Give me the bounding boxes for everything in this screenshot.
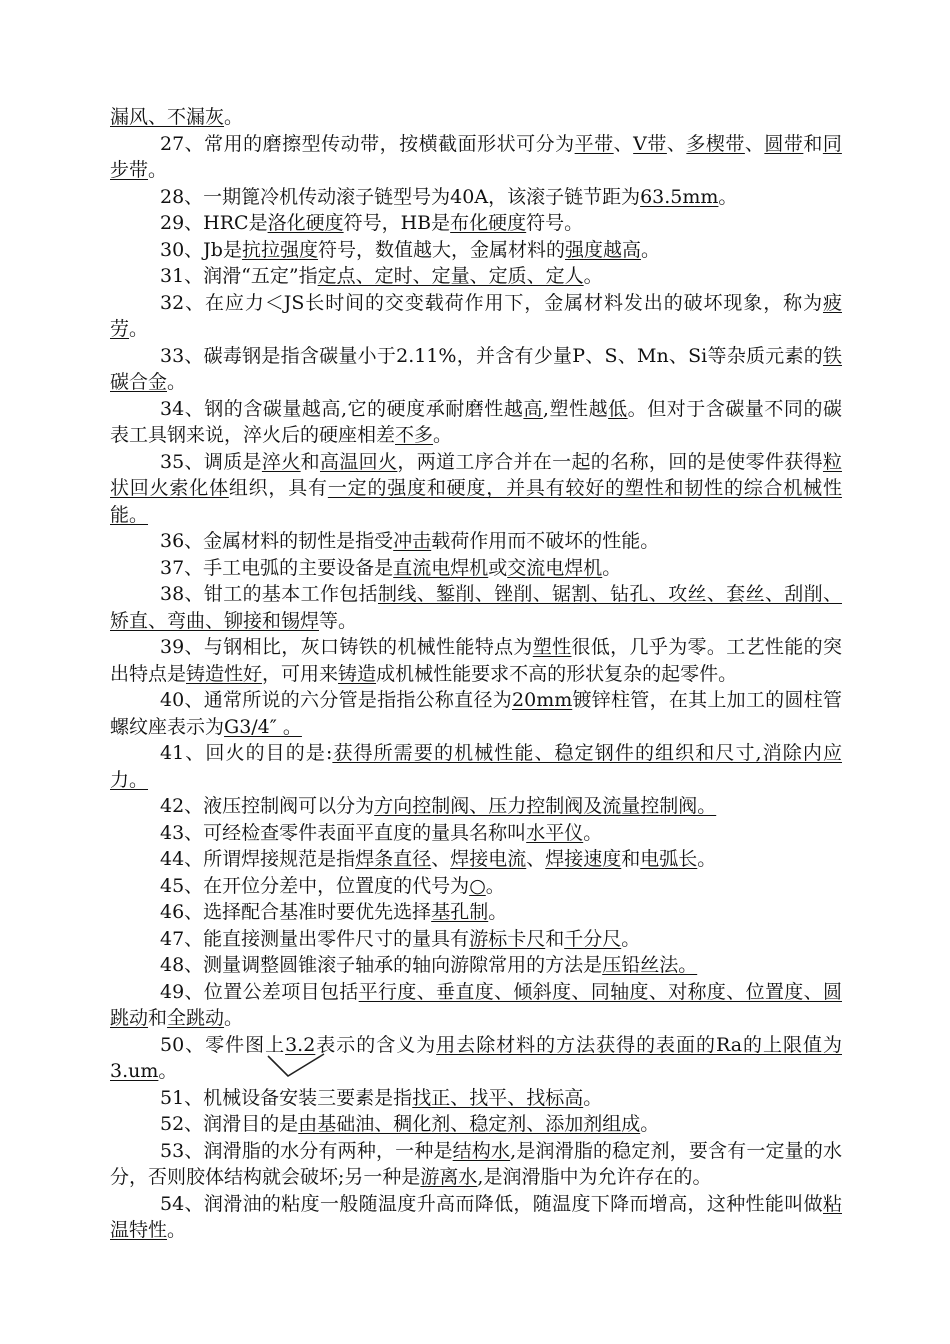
question-text: 。 [148, 159, 168, 181]
question-40 [110, 687, 842, 740]
answer-text: 方向控制阀、压力控制阀及流量控制阀。 [374, 795, 717, 817]
question-35 [110, 449, 842, 529]
question-42 [110, 793, 842, 820]
question-31 [110, 263, 842, 290]
answer-text: 用去除材料的方法获得的表面的Ra的上限值为3.um [110, 1033, 842, 1082]
answer-text: 结构水 [452, 1139, 511, 1162]
question-41 [110, 740, 842, 793]
answer-text: 铸造性好 [186, 662, 263, 685]
answer-text: 漏风、不漏灰 [110, 106, 225, 128]
question-50 [110, 1032, 842, 1085]
answer-text: 压铅丝法。 [602, 954, 698, 976]
question-text: 和 [148, 1007, 168, 1029]
question-text: 54、润滑油的粘度一般随温度升高而降低，随温度下降而增高，这种性能叫做 [160, 1192, 823, 1215]
answer-text: 冲击 [393, 530, 432, 552]
question-text: 和 [545, 927, 565, 950]
question-text: 48、测量调整圆锥滚子轴承的轴向游隙常用的方法是 [160, 954, 603, 976]
question-text: 。 [158, 1060, 178, 1082]
question-text: 等。 [319, 609, 358, 632]
question-text: 29、HRC是 [160, 212, 268, 234]
question-text: 。 [224, 1007, 244, 1029]
question-text: 34、钢的含碳量越高,它的硬度承耐磨性越 [160, 397, 524, 420]
question-text: 组织，具有 [228, 477, 328, 499]
answer-text: 焊条直径 [355, 848, 432, 870]
question-text: 和 [803, 132, 823, 155]
answer-text: 一定的强度和硬度，并具有较好的塑性和韧性的综合机械性能。 [110, 477, 842, 526]
question-text: 很低，几乎为零。工艺性能的突出特点是 [110, 636, 842, 685]
question-text: 载荷作用而不破坏的性能。 [431, 530, 660, 552]
question-34 [110, 396, 842, 449]
answer-text: 粘温特性 [110, 1192, 842, 1241]
answer-text: 水平仪 [526, 821, 584, 844]
answer-text: 焊接电流 [450, 848, 527, 870]
question-text: 、 [666, 132, 687, 155]
question-text: ，两道工序合并在一起的名称，回的是使零件获得 [397, 450, 823, 473]
answer-text: 塑性 [532, 636, 572, 658]
question-text: 27、常用的磨擦型传动带，按横截面形状可分为 [160, 132, 575, 155]
question-46 [110, 899, 842, 926]
question-text: 和 [300, 450, 320, 473]
document-page [110, 104, 842, 1244]
question-text: 33、碳毒钢是指含碳量小于2.11%，并含有少量P、S、Mn、Si等杂质元素的 [160, 344, 823, 367]
answer-text: 获得所需要的机械性能、稳定钢件的组织和尺寸,消除内应力。 [110, 742, 842, 791]
question-text: 。 [224, 106, 244, 128]
question-text: 49、位置公差项目包括 [160, 980, 359, 1003]
question-text: 。 [697, 848, 717, 870]
question-28 [110, 184, 842, 211]
answer-text: 同步带 [110, 132, 842, 181]
question-text: 。 [488, 901, 508, 923]
question-45 [110, 873, 842, 900]
answer-text: 基孔制 [431, 901, 489, 923]
answer-text: 粒状回火索化体 [110, 450, 842, 499]
question-text: 47、能直接测量出零件尺寸的量具有 [160, 927, 470, 950]
question-text: 符号，HB是 [343, 212, 451, 234]
answer-text: 游标卡尺 [469, 927, 546, 950]
question-text: ,是润滑脂的稳定剂，要含有一定量的水分，否则胶体结构就会破坏;另一种是 [110, 1139, 842, 1188]
question-text: 。 [485, 874, 505, 897]
question-49 [110, 979, 842, 1032]
question-text: 。 [583, 1086, 603, 1109]
question-text: 。 [167, 1219, 187, 1241]
question-text: 51、机械设备安装三要素是指 [160, 1086, 413, 1109]
answer-text: G3/4″ 。 [224, 715, 302, 738]
question-text: 44、所谓焊接规范是指 [160, 848, 356, 870]
question-51 [110, 1085, 842, 1112]
question-29 [110, 210, 842, 237]
question-text: 。 [433, 424, 453, 446]
question-37 [110, 555, 842, 582]
question-52 [110, 1111, 842, 1138]
question-text: 52、润滑目的是 [160, 1113, 299, 1135]
question-text: 。 [718, 185, 738, 208]
question-text: 50、零件图上 [160, 1033, 286, 1056]
question-text: 。 [602, 556, 622, 579]
question-text: ，可用来 [262, 662, 339, 685]
question-text: 或 [488, 556, 508, 579]
answer-text: 焊接速度 [545, 848, 622, 870]
question-text: ,塑性越 [542, 397, 609, 420]
answer-text: 抗拉强度 [241, 238, 318, 261]
question-38 [110, 581, 842, 634]
question-39 [110, 634, 842, 687]
answer-text: 找正、找平、找标高 [412, 1086, 584, 1109]
answer-text: 定点、定时、定量、定质、定人 [317, 265, 584, 287]
answer-text: 高 [523, 397, 543, 420]
question-text: 31、润滑“五定”指 [160, 265, 318, 287]
question-text: 42、液压控制阀可以分为 [160, 795, 375, 817]
question-text: 39、与钢相比，灰口铸铁的机械性能特点为 [160, 636, 533, 658]
question-53 [110, 1138, 842, 1191]
question-27 [110, 131, 842, 184]
question-text: 。 [583, 265, 603, 287]
answer-text: 20mm [512, 689, 573, 711]
answer-text: 电弧长 [640, 848, 698, 870]
answer-text: 圆带 [764, 132, 804, 155]
question-text: 、 [526, 848, 546, 870]
question-text: 成机械性能要求不高的形状复杂的起零件。 [376, 662, 738, 685]
question-text: 。 [129, 318, 149, 340]
question-33 [110, 343, 842, 396]
answer-text: 低 [608, 397, 628, 420]
question-text: 28、一期篦冷机传动滚子链型号为40A，该滚子链节距为 [160, 185, 641, 208]
question-36 [110, 528, 842, 555]
question-text: 。 [167, 371, 187, 393]
question-text: 和 [621, 848, 641, 870]
question-text: 45、在开位分差中，位置度的代号为 [160, 874, 470, 897]
question-30 [110, 237, 842, 264]
answer-text: V带 [633, 132, 667, 155]
answer-text: 不多 [395, 424, 434, 446]
answer-text: 疲劳 [110, 291, 842, 340]
answer-text: 交流电焊机 [507, 556, 603, 579]
question-text: 43、可经检查零件表面平直度的量具名称叫 [160, 821, 527, 844]
question-text: 、 [431, 848, 451, 870]
answer-text: 多楔带 [686, 132, 745, 155]
question-text: 。但对于含碳量不同的碳表工具钢来说，淬火后的硬座相差 [110, 397, 842, 446]
question-text: 38、钳工的基本工作包括 [160, 583, 378, 605]
answer-text: 洛化硬度 [267, 212, 344, 234]
answer-text: 高温回火 [319, 450, 398, 473]
question-text: 53、润滑脂的水分有两种，一种是 [160, 1139, 453, 1162]
question-text: 36、金属材料的韧性是指受 [160, 530, 394, 552]
question-text: 。 [641, 238, 661, 261]
question-text: 46、选择配合基准时要优先选择 [160, 901, 432, 923]
answer-text: 直流电焊机 [393, 556, 489, 579]
question-54 [110, 1191, 842, 1244]
answer-text: 布化硬度 [450, 212, 527, 234]
question-text: ,是润滑脂中为允许存在的。 [477, 1166, 712, 1188]
question-44 [110, 846, 842, 873]
question-text: 符号，数值越大，金属材料的 [317, 238, 565, 261]
question-text: 、 [744, 132, 765, 155]
question-text: 30、Jb是 [160, 238, 242, 261]
answer-text: 63.5mm [640, 185, 719, 208]
question-text: 40、通常所说的六分管是指指公称直径为 [160, 689, 513, 711]
question-text: 、 [613, 132, 634, 155]
answer-text: 淬火 [261, 450, 301, 473]
question-text: 。 [640, 1113, 660, 1135]
question-32 [110, 290, 842, 343]
answer-text: 游离水 [420, 1166, 478, 1188]
question-text: 35、调质是 [160, 450, 262, 473]
question-43 [110, 820, 842, 847]
question-48 [110, 952, 842, 979]
question-47 [110, 926, 842, 953]
question-text: 镀锌柱管，在其上加工的圆柱管螺纹座表示为 [110, 689, 842, 738]
answer-text: ○ [469, 874, 486, 897]
question-text: 表示的含义为 [315, 1033, 437, 1056]
question-text: 32、在应力＜JS长时间的交变载荷作用下，金属材料发出的破坏现象，称为 [160, 291, 823, 314]
question-text: 符号。 [526, 212, 584, 234]
answer-text: 铸造 [338, 662, 377, 685]
question-text: 41、回火的目的是: [160, 742, 333, 764]
answer-text: 千分尺 [564, 927, 622, 950]
answer-text: 平带 [574, 132, 614, 155]
answer-text: 平行度、垂直度、倾斜度、同轴度、对称度、位置度、圆跳动 [110, 980, 842, 1029]
question-text: 。 [621, 927, 641, 950]
answer-text: 强度越高 [565, 238, 642, 261]
answer-text: 铁碳合金 [110, 344, 842, 393]
question-text: 。 [583, 821, 603, 844]
answer-text: 3.2 [285, 1033, 316, 1056]
answer-text: 全跳动 [167, 1007, 225, 1029]
answer-text: 由基础油、稠化剂、稳定剂、添加剂组成 [298, 1113, 641, 1135]
question-cont [110, 104, 842, 131]
answer-text: 制线、錾削、锉削、锯割、钻孔、攻丝、套丝、刮削、矫直、弯曲、铆接和锡焊 [110, 583, 842, 632]
question-text: 37、手工电弧的主要设备是 [160, 556, 394, 579]
